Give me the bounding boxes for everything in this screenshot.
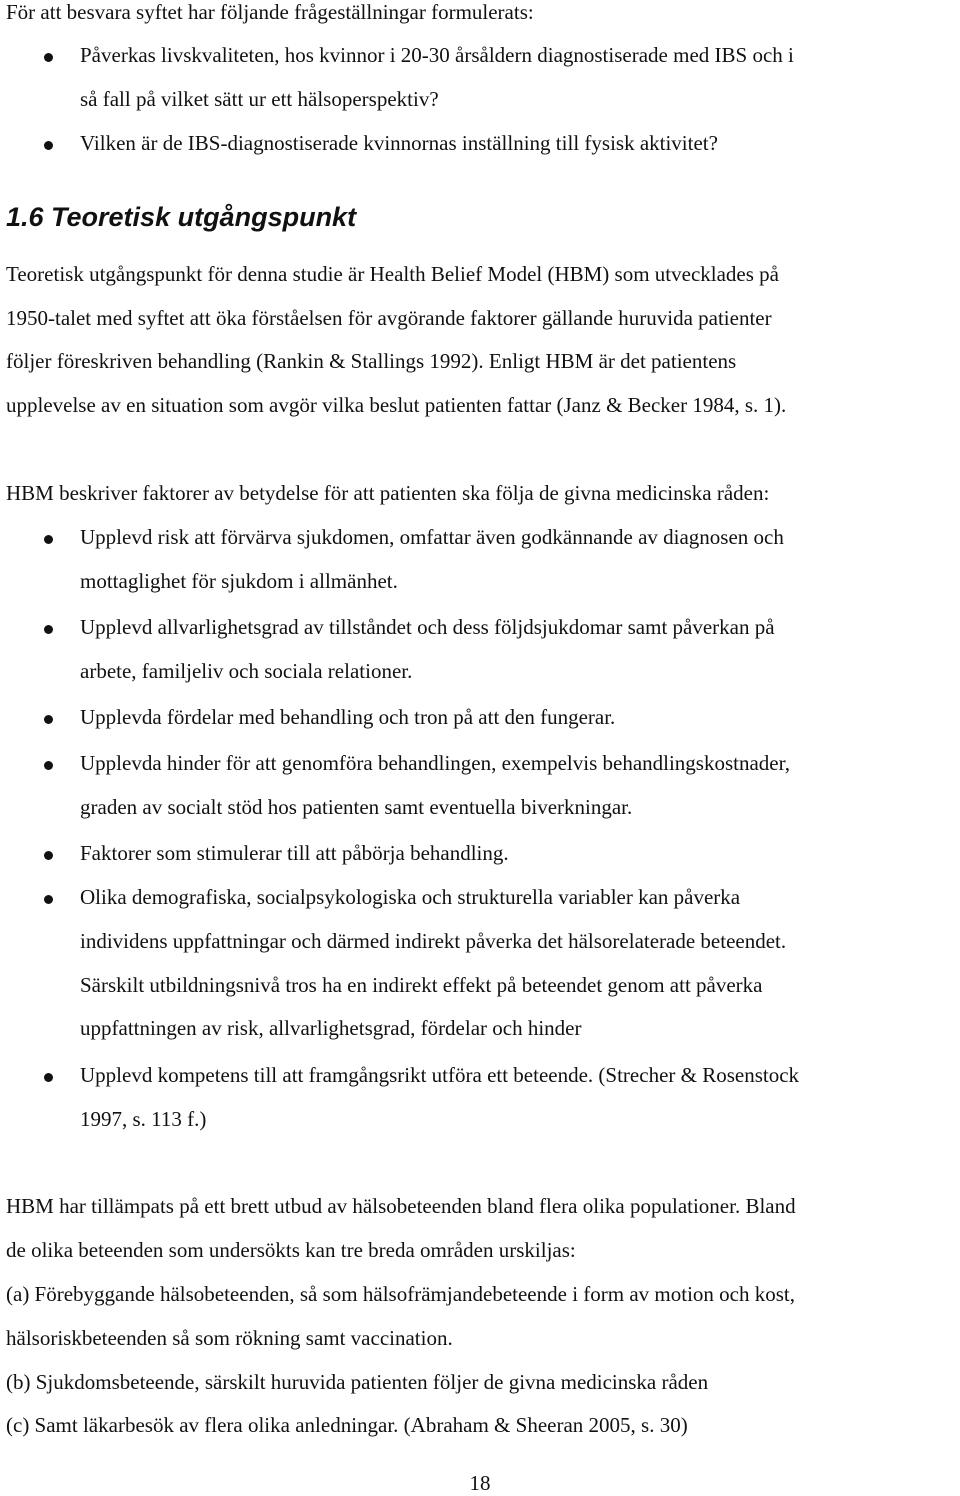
- factor-text: Upplevd risk att förvärva sjukdomen, omfattar även godkännande av diagnosen och: [80, 525, 784, 549]
- paragraph-line: (a) Förebyggande hälsobeteenden, så som hälsofrämjandebeteende i form av motion och kost,: [6, 1282, 796, 1306]
- paragraph-line: hälsoriskbeteenden så som rökning samt vaccination.: [6, 1326, 453, 1350]
- bullet-icon: [44, 625, 53, 634]
- section-heading: 1.6 Teoretisk utgångspunkt: [6, 202, 357, 232]
- factor-text: Faktorer som stimulerar till att påbörja behandling.: [80, 841, 509, 865]
- intro-line: För att besvara syftet har följande frågeställningar formulerats:: [6, 0, 534, 24]
- paragraph-line: de olika beteenden som undersökts kan tre breda områden urskiljas:: [6, 1238, 576, 1262]
- bullet-icon: [44, 715, 53, 724]
- factor-text: Särskilt utbildningsnivå tros ha en indirekt effekt på beteendet genom att påverka: [80, 973, 763, 997]
- paragraph-line: 1950-talet med syftet att öka förståelsen för avgörande faktorer gällande huruvida patienter: [6, 306, 772, 330]
- paragraph-line: HBM beskriver faktorer av betydelse för att patienten ska följa de givna medicinska råden:: [6, 481, 770, 505]
- bullet-icon: [44, 1073, 53, 1082]
- question-text: så fall på vilket sätt ur ett hälsoperspektiv?: [80, 87, 439, 111]
- factor-text: arbete, familjeliv och sociala relationer.: [80, 659, 413, 683]
- paragraph-line: HBM har tillämpats på ett brett utbud av hälsobeteenden bland flera olika populationer. Bland: [6, 1194, 796, 1218]
- factor-text: uppfattningen av risk, allvarlighetsgrad, fördelar och hinder: [80, 1016, 582, 1040]
- factor-text: Upplevda hinder för att genomföra behandlingen, exempelvis behandlingskostnader,: [80, 751, 791, 775]
- factor-text: individens uppfattningar och därmed indirekt påverka det hälsorelaterade beteendet.: [80, 929, 787, 953]
- factor-text: Olika demografiska, socialpsykologiska och strukturella variabler kan påverka: [80, 885, 741, 909]
- factor-text: Upplevd allvarlighetsgrad av tillståndet och dess följdsjukdomar samt påverkan på: [80, 615, 775, 639]
- factor-text: mottaglighet för sjukdom i allmänhet.: [80, 569, 398, 593]
- paragraph-line: Teoretisk utgångspunkt för denna studie är Health Belief Model (HBM) som utvecklades på: [6, 262, 780, 286]
- factor-text: Upplevd kompetens till att framgångsrikt utföra ett beteende. (Strecher & Rosenstock: [80, 1063, 800, 1087]
- bullet-icon: [44, 851, 53, 860]
- factor-text: Upplevda fördelar med behandling och tron på att den fungerar.: [80, 705, 616, 729]
- question-text: Påverkas livskvaliteten, hos kvinnor i 20-30 årsåldern diagnostiserade med IBS och i: [80, 43, 794, 67]
- factor-text: 1997, s. 113 f.): [80, 1107, 207, 1131]
- bullet-icon: [44, 53, 53, 62]
- paragraph-line: (b) Sjukdomsbeteende, särskilt huruvida patienten följer de givna medicinska råden: [6, 1370, 709, 1394]
- factor-text: graden av socialt stöd hos patienten samt eventuella biverkningar.: [80, 795, 633, 819]
- paragraph-line: (c) Samt läkarbesök av flera olika anledningar. (Abraham & Sheeran 2005, s. 30): [6, 1413, 688, 1437]
- paragraph-line: följer föreskriven behandling (Rankin & Stallings 1992). Enligt HBM är det patientens: [6, 349, 737, 373]
- paragraph-line: upplevelse av en situation som avgör vilka beslut patienten fattar (Janz & Becker 1984, s. 1).: [6, 393, 787, 417]
- bullet-icon: [44, 141, 53, 150]
- bullet-icon: [44, 895, 53, 904]
- page-number: 18: [469, 1471, 491, 1495]
- bullet-icon: [44, 535, 53, 544]
- bullet-icon: [44, 761, 53, 770]
- question-text: Vilken är de IBS-diagnostiserade kvinnornas inställning till fysisk aktivitet?: [80, 131, 718, 155]
